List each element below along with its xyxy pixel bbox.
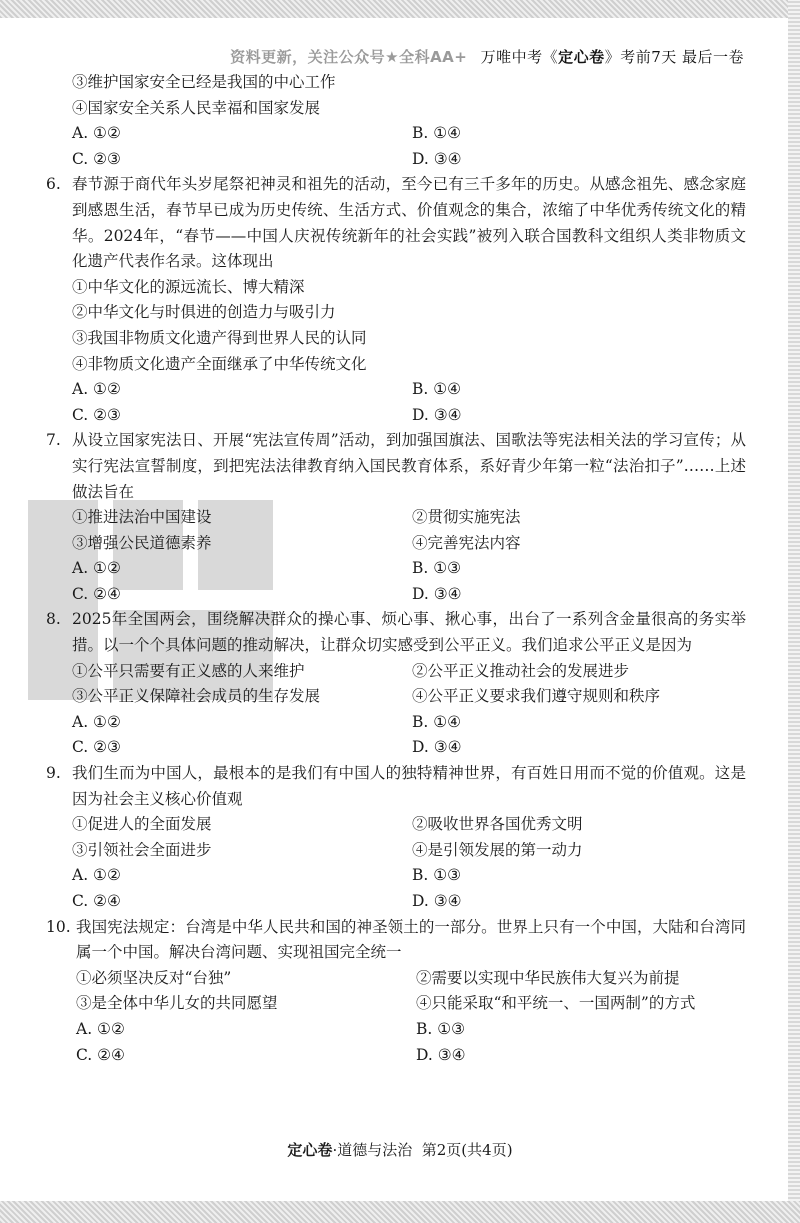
exam-content: [46, 70, 746, 1068]
choice-c: C. ②③: [72, 738, 121, 757]
question-stem: 2025年全国两会，围绕解决群众的操心事、烦心事、揪心事，出台了一系列含金量很高的务实举措。以一个个具体问题的推动解决，让群众切实感受到公平正义。我们追求公平正义是因为: [72, 610, 746, 655]
option: ③引领社会全面进步: [72, 840, 212, 859]
choice-c: C. ②④: [76, 1045, 125, 1064]
choice-b: B. ①③: [412, 559, 462, 578]
question-number: 9.: [46, 764, 61, 783]
choice-b: B. ①④: [412, 124, 462, 143]
option: ②公平正义推动社会的发展进步: [412, 661, 630, 680]
question-stem: 从设立国家宪法日、开展“宪法宣传周”活动，到加强国旗法、国歌法等宪法相关法的学习宣传；从实行宪法宣誓制度，到把宪法法律教育纳入国民教育体系，系好青少年第一粒“法治扣子”……上述做法旨在: [72, 431, 746, 501]
option: ①促进人的全面发展: [72, 815, 212, 834]
option: ③公平正义保障社会成员的生存发展: [72, 687, 321, 706]
choice-a: A. ①②: [72, 124, 121, 143]
scan-edge-bottom: [0, 1201, 800, 1223]
header-brand: 万唯中考《定心卷》考前7天 最后一卷: [480, 48, 744, 66]
option: ②中华文化与时俱进的创造力与吸引力: [72, 303, 336, 322]
option: ④只能采取“和平统一、一国两制”的方式: [416, 994, 696, 1013]
option: ②吸收世界各国优秀文明: [412, 815, 583, 834]
choice-c: C. ②④: [72, 584, 121, 603]
option: ③我国非物质文化遗产得到世界人民的认同: [72, 328, 367, 347]
page-footer: [0, 1139, 800, 1160]
choice-b: B. ①④: [412, 712, 462, 731]
option: ①公平只需要有正义感的人来维护: [72, 661, 305, 680]
choice-d: D. ③④: [412, 584, 462, 603]
option: ①推进法治中国建设: [72, 508, 212, 527]
question-8: [46, 607, 746, 761]
question-stem: 春节源于商代年头岁尾祭祀神灵和祖先的活动，至今已有三千多年的历史。从感念祖先、感念家庭到感恩生活，春节早已成为历史传统、生活方式、价值观念的集合，浓缩了中华优秀传统文化的精华。2024年，“春节——中国人庆祝传统新年的社会实践”被列入联合国教科文组织人类非物质文化遗产代表作名录。这体现出: [72, 175, 746, 271]
footer-brand: 定心卷: [287, 1141, 333, 1159]
option: ④公平正义要求我们遵守规则和秩序: [412, 687, 661, 706]
choice-c: C. ②④: [72, 892, 121, 910]
question-10: [46, 915, 746, 1069]
page-header: [230, 46, 744, 67]
question-number: 6.: [46, 175, 61, 194]
choice-b: B. ①④: [412, 380, 462, 399]
choice-d: D. ③④: [412, 405, 462, 424]
option: ②需要以实现中华民族伟大复兴为前提: [416, 968, 680, 987]
question-6: [46, 172, 746, 428]
promo-text: 资料更新，关注公众号★全科AA+: [230, 48, 468, 66]
option: ①必须坚决反对“台独”: [76, 968, 232, 987]
choice-d: D. ③④: [412, 738, 462, 757]
choice-d: D. ③④: [412, 149, 462, 168]
choice-c: C. ②③: [72, 405, 121, 424]
choice-c: C. ②③: [72, 149, 121, 168]
footer-subject: ·道德与法治: [332, 1141, 413, 1159]
option: ①中华文化的源远流长、博大精深: [72, 277, 305, 296]
option: ④是引领发展的第一动力: [412, 840, 583, 859]
choice-a: A. ①②: [72, 712, 121, 731]
option: ④国家安全关系人民幸福和国家发展: [72, 98, 321, 117]
question-number: 10.: [46, 917, 71, 936]
question-stem: 我国宪法规定：台湾是中华人民共和国的神圣领土的一部分。世界上只有一个中国，大陆和台湾同属一个中国。解决台湾问题、实现祖国完全统一: [76, 917, 746, 962]
option: ④非物质文化遗产全面继承了中华传统文化: [72, 354, 367, 373]
scan-edge-right: [788, 0, 800, 1223]
question-7: [46, 428, 746, 607]
option: ③增强公民道德素养: [72, 533, 212, 552]
choice-a: A. ①②: [72, 559, 121, 578]
choice-a: A. ①②: [76, 1019, 125, 1038]
choice-a: A. ①②: [72, 380, 121, 399]
page-number: 第2页(共4页): [421, 1141, 513, 1159]
choice-d: D. ③④: [416, 1045, 466, 1064]
choice-a: A. ①②: [72, 866, 121, 885]
option: ③维护国家安全已经是我国的中心工作: [72, 73, 336, 91]
option: ②贯彻实施宪法: [412, 508, 521, 527]
question-5-tail: [46, 70, 746, 172]
option: ③是全体中华儿女的共同愿望: [76, 994, 278, 1013]
choice-d: D. ③④: [412, 892, 462, 910]
question-stem: 我们生而为中国人，最根本的是我们有中国人的独特精神世界，有百姓日用而不觉的价值观。这是因为社会主义核心价值观: [72, 764, 746, 808]
scan-edge-top: [0, 0, 800, 18]
choice-b: B. ①③: [412, 866, 462, 885]
question-number: 7.: [46, 431, 61, 450]
option: ④完善宪法内容: [412, 533, 521, 552]
choice-b: B. ①③: [416, 1019, 466, 1038]
question-number: 8.: [46, 610, 61, 629]
question-9: [46, 761, 746, 915]
